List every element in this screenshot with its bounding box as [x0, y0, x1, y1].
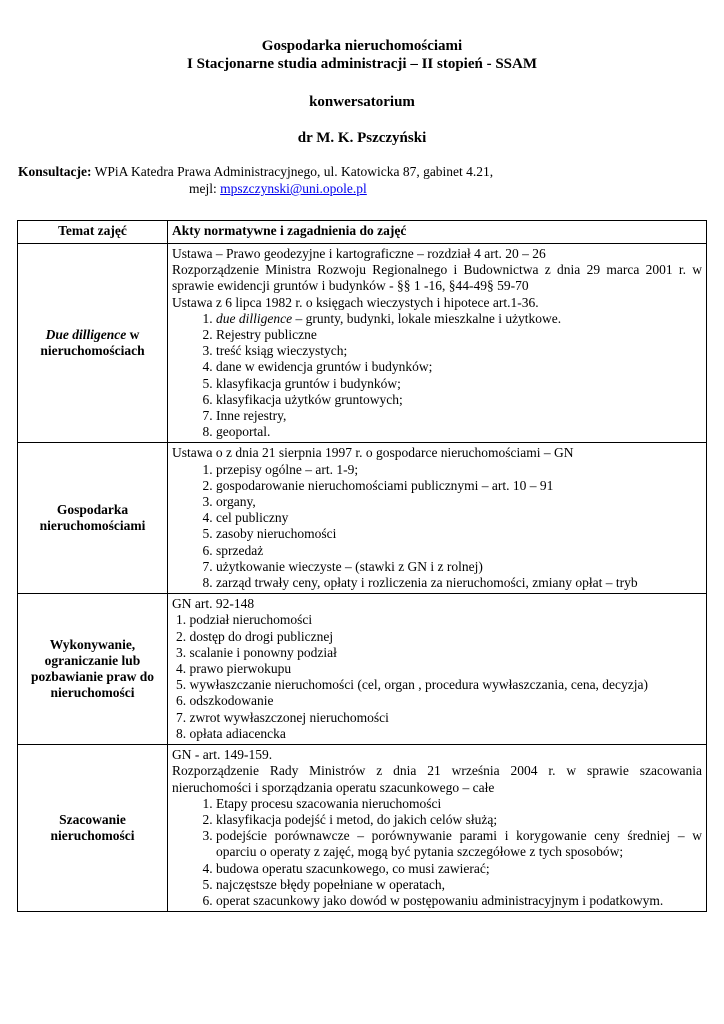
document-title: Gospodarka nieruchomościami	[261, 38, 463, 54]
list-item-text: – grunty, budynki, lokale mieszkalne i użytkowe.	[292, 310, 562, 326]
list-item: 3. podejście porównawcze – porównywanie parami i korygowanie ceny średniej – w oparciu o operaty z zajęć, mogą być pytania szczegółowe z tych sposobów;	[216, 828, 702, 860]
consultation-block	[18, 163, 708, 197]
topic-cell: Gospodarka nieruchomościami	[18, 443, 168, 594]
content-cell	[168, 244, 707, 443]
consultation-place: WPiA Katedra Prawa Administracyjnego, ul. Katowicka 87, gabinet 4.21,	[94, 164, 494, 179]
content-cell	[168, 594, 707, 745]
list-item: 7. zwrot wywłaszczonej nieruchomości	[176, 709, 389, 725]
topic-cell: Szacowanie nieruchomości	[18, 745, 168, 912]
list-item: 7. użytkowanie wieczyste – (stawki z GN i z rolnej)	[216, 559, 702, 575]
list-item: 8. zarząd trwały ceny, opłaty i rozliczenia za nieruchomości, zmiany opłat – tryb	[216, 575, 702, 591]
topic-cell	[18, 244, 168, 443]
column-header-acts: Akty normatywne i zagadnienia do zajęć	[168, 221, 707, 244]
lecturer-name: dr M. K. Pszczyński	[297, 130, 427, 146]
list-item: 5. wywłaszczanie nieruchomości (cel, organ , procedura wywłaszczania, cena, decyzja)	[176, 677, 649, 693]
list-item: 5. zasoby nieruchomości	[216, 526, 702, 542]
list-item: 3. organy,	[216, 494, 702, 510]
email-label: mejl:	[189, 181, 217, 196]
list-item: 6. sprzedaż	[216, 543, 702, 559]
list-item-italic: due dilligence	[216, 310, 293, 326]
list-item: 1. podział nieruchomości	[176, 612, 313, 628]
intro-line: Ustawa z 6 lipca 1982 r. o księgach wieczystych i hipotece art.1-36.	[172, 294, 539, 310]
list-item: 8. opłata adiacencka	[176, 725, 286, 741]
list-item: 2. gospodarowanie nieruchomościami publicznymi – art. 10 – 91	[216, 478, 702, 494]
intro-line: GN art. 92-148	[172, 596, 255, 612]
table-row	[18, 443, 707, 594]
list-item: 4. dane w ewidencja gruntów i budynków;	[216, 359, 702, 375]
list-item: 6. operat szacunkowy jako dowód w postępowaniu administracyjnym i podatkowym.	[216, 893, 702, 909]
issues-list	[172, 796, 702, 909]
topic-text: w nieruchomościach	[40, 327, 145, 359]
content-cell	[168, 745, 707, 912]
table-header-row	[18, 221, 707, 244]
document-subtitle: I Stacjonarne studia administracji – II stopień - SSAM	[186, 56, 538, 72]
intro-line: GN - art. 149-159.	[172, 747, 273, 763]
list-item: 2. dostęp do drogi publicznej	[176, 628, 334, 644]
intro-line: Ustawa – Prawo geodezyjne i kartograficzne – rozdział 4 art. 20 – 26	[172, 246, 546, 261]
list-item: 1. Etapy procesu szacowania nieruchomości	[216, 796, 702, 812]
list-item: 6. odszkodowanie	[176, 693, 274, 709]
table-row	[18, 745, 707, 912]
list-item: 6. klasyfikacja użytków gruntowych;	[216, 392, 702, 408]
course-type: konwersatorium	[309, 94, 415, 110]
table-row	[18, 594, 707, 745]
topic-cell: Wykonywanie, ograniczanie lub pozbawianie praw do nieruchomości	[18, 594, 168, 745]
issues-list	[172, 311, 702, 441]
email-link[interactable]: mpszczynski@uni.opole.pl	[220, 181, 367, 196]
table-row	[18, 244, 707, 443]
list-item: 8. geoportal.	[216, 424, 702, 440]
consultation-label: Konsultacje:	[18, 164, 92, 179]
list-item: 3. scalanie i ponowny podział	[176, 644, 337, 660]
list-item: 5. klasyfikacja gruntów i budynków;	[216, 376, 702, 392]
intro-line: Ustawa o z dnia 21 sierpnia 1997 r. o gospodarce nieruchomościami – GN	[172, 445, 574, 461]
issues-list	[172, 612, 702, 742]
list-item: 7. Inne rejestry,	[216, 408, 702, 424]
list-item	[216, 311, 702, 327]
syllabus-table	[17, 220, 707, 912]
intro-line: Rozporządzenie Ministra Rozwoju Regionalnego i Budownictwa z dnia 29 marca 2001 r. w sprawie ewidencji gruntów i budynków - §§ 1 -16, §44-49§ 59-70	[172, 262, 702, 294]
list-item: 3. treść ksiąg wieczystych;	[216, 343, 702, 359]
list-item: 2. klasyfikacja podejść i metod, do jakich celów służą;	[216, 812, 702, 828]
list-item: 4. prawo pierwokupu	[176, 661, 292, 677]
list-item: 5. najczęstsze błędy popełniane w operatach,	[216, 877, 702, 893]
column-header-topic: Temat zajęć	[18, 221, 168, 244]
content-cell	[168, 443, 707, 594]
list-item: 2. Rejestry publiczne	[216, 327, 702, 343]
topic-italic: Due dilligence	[45, 327, 127, 343]
issues-list	[172, 462, 702, 592]
intro-line: Rozporządzenie Rady Ministrów z dnia 21 września 2004 r. w sprawie szacowania nieruchomości i sporządzania operatu szacunkowego – całe	[172, 763, 702, 795]
list-item: 4. cel publiczny	[216, 510, 702, 526]
list-item: 1. przepisy ogólne – art. 1-9;	[216, 462, 702, 478]
list-item: 4. budowa operatu szacunkowego, co musi zawierać;	[216, 861, 702, 877]
